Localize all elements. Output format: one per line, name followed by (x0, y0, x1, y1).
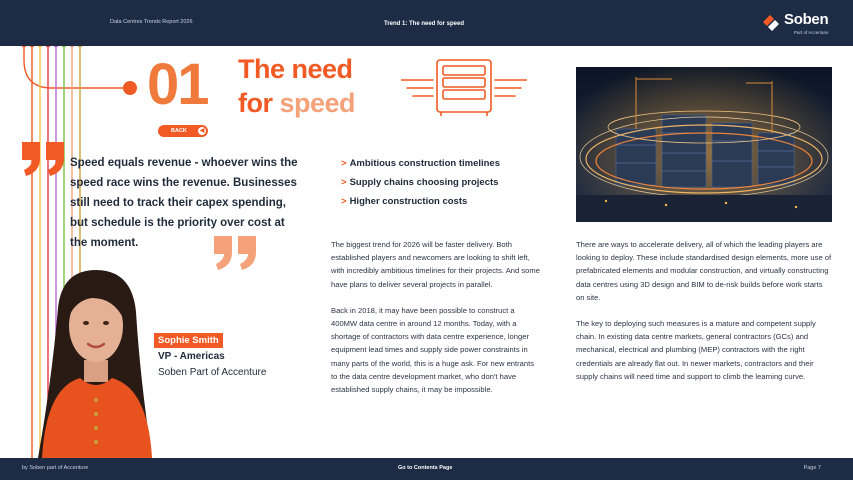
title-line-2 (238, 90, 355, 117)
key-point-text: Higher construction costs (349, 196, 468, 207)
report-title: Data Centres Trends Report 2026 (110, 19, 193, 25)
open-quote-icon (20, 138, 68, 178)
back-button[interactable] (158, 125, 208, 137)
contents-link[interactable]: Go to Contents Page (398, 465, 453, 471)
bottom-bar (0, 458, 853, 480)
body-paragraph: The key to deploying such measures is a mature and competent supply chain. In existing data centre markets, general contractors (GCs) and mechanical, electrical and plumbing (MEP) contractors with the right credentials are already flat out. In newer markets, contractors and their supply chains will need time and support to climb the learning curve. (576, 319, 816, 381)
soben-logo-icon (761, 13, 781, 31)
portrait-photo (22, 268, 170, 458)
bullet-arrow-icon: > (341, 196, 347, 207)
soben-logo[interactable] (761, 11, 831, 37)
logo-name: Soben (784, 11, 829, 28)
bullet-arrow-icon: > (341, 177, 347, 188)
back-arrow-icon: ◀ (199, 128, 205, 134)
bullet-arrow-icon: > (341, 158, 347, 169)
close-quote-icon (210, 234, 258, 274)
key-point-text: Supply chains choosing projects (349, 177, 499, 188)
page-number: Page 7 (803, 465, 821, 471)
key-point-item (341, 196, 500, 215)
person-company: Soben Part of Accenture (158, 367, 267, 378)
body-column-middle (331, 238, 541, 409)
title-speed: speed (279, 88, 356, 118)
body-paragraph: The biggest trend for 2026 will be faster delivery. Both established players and newcomers are looking to shift left, with incredibly ambitious timelines for their projects. And some have plans to deliver several projects in parallel. (331, 240, 540, 289)
body-column-right (576, 238, 832, 396)
title-for: for (238, 88, 273, 118)
footer-credit: by Soben part of Accenture (22, 465, 89, 471)
trend-number: 01 (147, 52, 208, 117)
server-rack-icon (401, 58, 527, 116)
key-points-list (341, 158, 500, 215)
person-role: VP - Americas (158, 351, 225, 362)
key-point-text: Ambitious construction timelines (349, 158, 500, 169)
top-bar (0, 0, 853, 46)
body-paragraph: There are ways to accelerate delivery, all of which the leading players are looking to deploy. These include standardised design elements, more use of prefabricated elements and modular construction, and virtually constructing data centres using 3D design and BIM to de-risk builds before work starts on site. (576, 240, 832, 302)
section-title: Trend 1: The need for speed (384, 21, 465, 27)
data-centre-construction-photo (576, 67, 832, 222)
title-line-1: The need (238, 54, 353, 84)
body-paragraph: Back in 2018, it may have been possible to construct a 400MW data centre in around 12 months. Today, with a shortage of contractors with data centre experience, longer equipment lead times and supply side power constraints in many parts of the world, this is a huge ask. For new entrants to the data centre development market, who don't have established supply chains, it may be impossible. (331, 305, 535, 395)
back-label: BACK (171, 128, 187, 134)
key-point-item (341, 158, 500, 177)
pull-quote: Speed equals revenue - whoever wins the speed race wins the revenue. Businesses still need to track their capex spending, but schedule is the priority over cost at the moment. (70, 157, 298, 249)
person-name: Sophie Smith (154, 333, 223, 348)
logo-subtitle: Part of Accenture (794, 30, 829, 35)
key-point-item (341, 177, 500, 196)
